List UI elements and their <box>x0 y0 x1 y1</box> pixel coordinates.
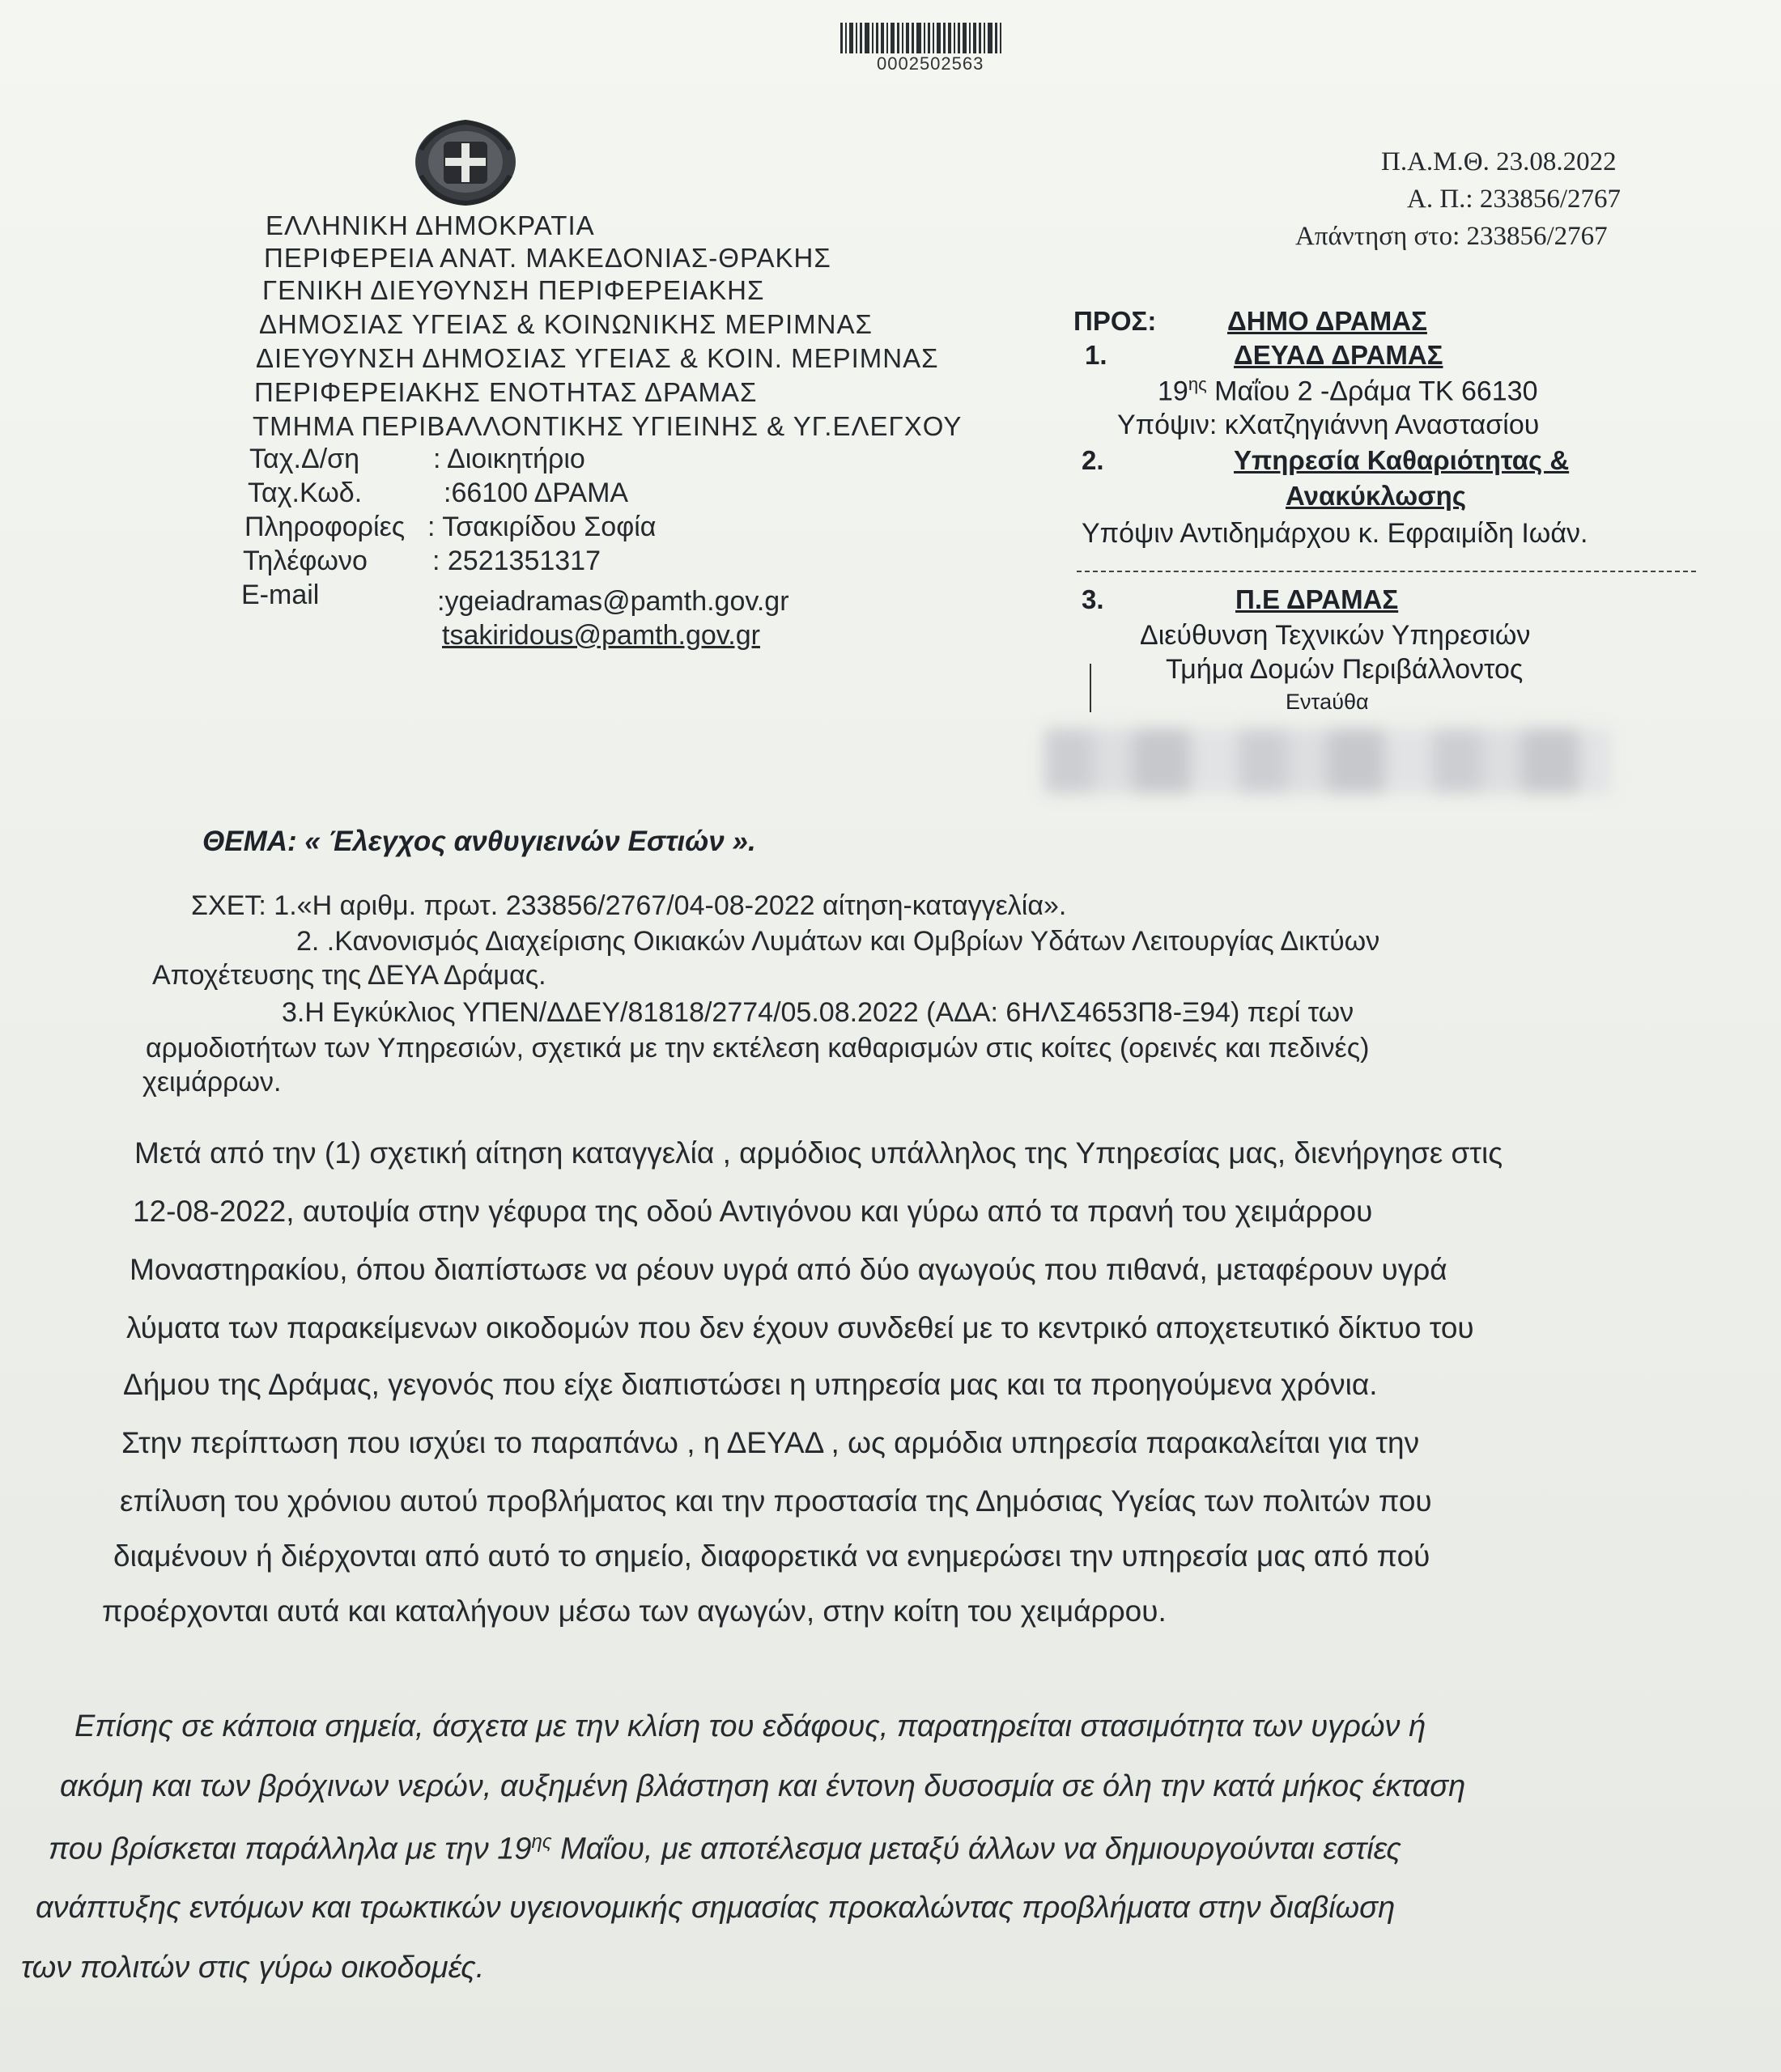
header-line-7: ΤΜΗΜΑ ΠΕΡΙΒΑΛΛΟΝΤΙΚΗΣ ΥΓΙΕΙΝΗΣ & ΥΓ.ΕΛΕΓΧΟΥ <box>253 411 963 441</box>
barcode-bar <box>984 23 985 53</box>
postal-value: :66100 ΔΡΑΜΑ <box>444 478 629 508</box>
barcode-bar <box>845 23 847 53</box>
barcode-bar <box>973 23 976 53</box>
recipients-label: ΠΡΟΣ: <box>1073 306 1157 336</box>
barcode-bar <box>969 23 971 53</box>
barcode-bar <box>988 23 993 53</box>
paragraph-1-line-8: διαμένουν ή διέρχονται από αυτό το σημείο, διαφορετικά να ενημερώσει την υπηρεσία μας από πού <box>113 1539 1430 1573</box>
reference-reply: Απάντηση στο: 233856/2767 <box>1295 222 1608 251</box>
recipient-3-department-2: Τμήμα Δομών Περιβάλλοντος <box>1166 654 1524 685</box>
greek-emblem-icon <box>411 117 521 206</box>
recipient-3-department-1: Διεύθυνση Τεχνικών Υπηρεσιών <box>1140 620 1531 651</box>
paragraph-1-line-5: Δήμου της Δράμας, γεγονός που είχε διαπιστώσει η υπηρεσία μας και τα προηγούμενα χρόνια. <box>123 1368 1378 1401</box>
barcode <box>840 23 1039 53</box>
barcode-bar <box>912 23 914 53</box>
paragraph-1-line-6: Στην περίπτωση που ισχύει το παραπάνω , η ΔΕΥΑΔ , ως αρμόδια υπηρεσία παρακαλείται για την <box>121 1426 1420 1459</box>
recipient-2-number: 2. <box>1082 445 1104 475</box>
recipient-1-attention: Υπόψιν: κΧατζηγιάννη Αναστασίου <box>1117 410 1540 440</box>
barcode-bar <box>943 23 946 53</box>
barcode-bar <box>924 23 925 53</box>
phone-label: Τηλέφωνο <box>243 546 368 576</box>
barcode-bar <box>954 23 955 53</box>
barcode-bar <box>897 23 899 53</box>
barcode-bar <box>963 23 967 53</box>
info-value: : Τσακιρίδου Σοφία <box>427 512 657 542</box>
recipient-1-address: $19^{\eta\varsigma}$ Μαΐου 2 -Δράμα ΤΚ 66130 <box>1158 374 1538 407</box>
reference-protocol: Α. Π.: 233856/2767 <box>1407 185 1621 214</box>
info-label: Πληροφορίες <box>244 512 406 542</box>
recipient-1-name-a: ΔΗΜΟ ΔΡΑΜΑΣ <box>1227 306 1427 336</box>
recipient-3-name: Π.Ε ΔΡΑΜΑΣ <box>1235 584 1399 614</box>
barcode-bar <box>958 23 960 53</box>
related-line-4: 3.Η Εγκύκλιος ΥΠΕΝ/ΔΔΕΥ/81818/2774/05.08.2022 (ΑΔΑ: 6ΗΛΣ4653Π8-Ξ94) περί των <box>282 997 1354 1028</box>
email-value[interactable]: :ygeiadramas@pamth.gov.gr <box>437 586 789 617</box>
barcode-bar <box>872 23 873 53</box>
barcode-bar <box>876 23 878 53</box>
redacted-signature <box>1044 728 1611 793</box>
barcode-bar <box>881 23 884 53</box>
barcode-bar <box>902 23 903 53</box>
recipient-2-name-b: Ανακύκλωσης <box>1286 481 1466 511</box>
paragraph-1-line-3: Μοναστηρακίου, όπου διαπίστωσε να ρέουν υγρά από δύο αγωγούς που πιθανά, μεταφέρουν υγρά <box>130 1253 1447 1286</box>
header-line-3: ΓΕΝΙΚΗ ΔΙΕΥΘΥΝΣΗ ΠΕΡΙΦΕΡΕΙΑΚΗΣ <box>262 275 765 305</box>
paragraph-2-line-5: των πολιτών στις γύρω οικοδομές. <box>21 1951 485 1985</box>
barcode-bar <box>840 23 843 53</box>
related-line-3: Αποχέτευσης της ΔΕΥΑ Δράμας. <box>152 960 546 991</box>
barcode-bar <box>937 23 941 53</box>
barcode-bar <box>916 23 921 53</box>
barcode-bar <box>890 23 895 53</box>
barcode-bar <box>860 23 862 53</box>
barcode-bar <box>995 23 997 53</box>
address-value: : Διοικητήριο <box>433 444 585 474</box>
barcode-bar <box>948 23 951 53</box>
recipient-1-number: 1. <box>1085 340 1107 370</box>
paragraph-1-line-9: προέρχονται αυτά και καταλήγουν μέσω των αγωγών, στην κοίτη του χειμάρρου. <box>102 1594 1167 1628</box>
related-line-6: χειμάρρων. <box>142 1067 282 1098</box>
barcode-number: 0002502563 <box>877 53 984 74</box>
paragraph-2-line-1: Επίσης σε κάποια σημεία, άσχετα με την κλίση του εδάφους, παρατηρείται στασιμότητα των υγρών ή <box>74 1709 1426 1743</box>
recipient-2-name-a: Υπηρεσία Καθαριότητας & <box>1234 445 1570 475</box>
barcode-bar <box>1000 23 1001 53</box>
recipient-2-attention: Υπόψιν Αντιδημάρχου κ. Εφραιμίδη Ιωάν. <box>1082 518 1588 549</box>
header-line-4: ΔΗΜΟΣΙΑΣ ΥΓΕΙΑΣ & ΚΟΙΝΩΝΙΚΗΣ ΜΕΡΙΜΝΑΣ <box>259 309 873 339</box>
paragraph-1-line-4: λύματα των παρακείμενων οικοδομών που δεν έχουν συνδεθεί με το κεντρικό αποχετευτικό δίκτυο του <box>126 1311 1474 1344</box>
related-line-5: αρμοδιοτήτων των Υπηρεσιών, σχετικά με την εκτέλεση καθαρισμών στις κοίτες (ορεινές και πεδινές) <box>146 1033 1370 1064</box>
subject-line: ΘΕΜΑ: « Έλεγχος ανθυγιεινών Εστιών ». <box>202 826 756 857</box>
barcode-bar <box>856 23 857 53</box>
email-label: E-mail <box>241 580 320 610</box>
separator-line <box>1077 571 1696 572</box>
recipient-3-here: Εντaύθα <box>1286 690 1369 714</box>
header-line-6: ΠΕΡΙΦΕΡΕΙΑΚΗΣ ΕΝΟΤΗΤΑΣ ΔΡΑΜΑΣ <box>254 377 758 407</box>
recipient-3-number: 3. <box>1082 584 1104 614</box>
barcode-bar <box>865 23 869 53</box>
address-label: Ταχ.Δ/ση <box>249 444 360 474</box>
paragraph-2-line-4: ανάπτυξης εντόμων και τρωκτικών υγειονομικής σημασίας προκαλώντας προβλήματα στην διαβίωση <box>36 1891 1396 1925</box>
header-line-5: ΔΙΕΥΘΥΝΣΗ ΔΗΜΟΣΙΑΣ ΥΓΕΙΑΣ & ΚΟΙΝ. ΜΕΡΙΜΝΑΣ <box>256 343 939 373</box>
barcode-bar <box>928 23 930 53</box>
barcode-bar <box>906 23 909 53</box>
recipient-1-name-b: ΔΕΥΑΔ ΔΡΑΜΑΣ <box>1234 340 1443 370</box>
barcode-bar <box>979 23 981 53</box>
margin-mark <box>1090 664 1091 712</box>
paragraph-1-line-1: Μετά από την (1) σχετική αίτηση καταγγελία , αρμόδιος υπάλληλος της Υπηρεσίας μας, διενήργησε στις <box>134 1136 1503 1170</box>
paragraph-2-line-2: ακόμη και των βρόχινων νερών, αυξημένη βλάστηση και έντονη δυσοσμία σε όλη την κατά μήκος έκταση <box>60 1769 1466 1803</box>
postal-label: Ταχ.Κωδ. <box>248 478 363 508</box>
related-line-2: 2. .Κανονισμός Διαχείρισης Οικιακών Λυμάτων και Ομβρίων Υδάτων Λειτουργίας Δικτύων <box>296 926 1380 957</box>
email-value-2[interactable]: tsakiridous@pamth.gov.gr <box>442 620 760 651</box>
reference-date: Π.Α.Μ.Θ. 23.08.2022 <box>1381 147 1617 176</box>
barcode-bar <box>886 23 888 53</box>
paragraph-2-line-3: που βρίσκεται παράλληλα με την $19^{\eta\varsigma}$ Μαΐου, με αποτέλεσμα μεταξύ άλλων να δημιουργούνται εστίες <box>49 1831 1401 1866</box>
header-line-2: ΠΕΡΙΦΕΡΕΙΑ ΑΝΑΤ. ΜΑΚΕΔΟΝΙΑΣ-ΘΡΑΚΗΣ <box>264 243 831 273</box>
header-line-1: ΕΛΛΗΝΙΚΗ ΔΗΜΟΚΡΑΤΙΑ <box>266 210 595 240</box>
barcode-bar <box>849 23 853 53</box>
paragraph-1-line-2: 12-08-2022, αυτοψία στην γέφυρα της οδού Αντιγόνου και γύρω από τα πρανή του χειμάρρου <box>133 1195 1373 1228</box>
related-line-1: ΣΧΕΤ: 1.«Η αριθμ. πρωτ. 233856/2767/04-08-2022 αίτηση-καταγγελία». <box>191 890 1067 921</box>
barcode-bar <box>933 23 934 53</box>
paragraph-1-line-7: επίλυση του χρόνιου αυτού προβλήματος και την προστασία της Δημόσιας Υγείας των πολιτών που <box>120 1484 1432 1518</box>
phone-value: : 2521351317 <box>432 546 601 576</box>
